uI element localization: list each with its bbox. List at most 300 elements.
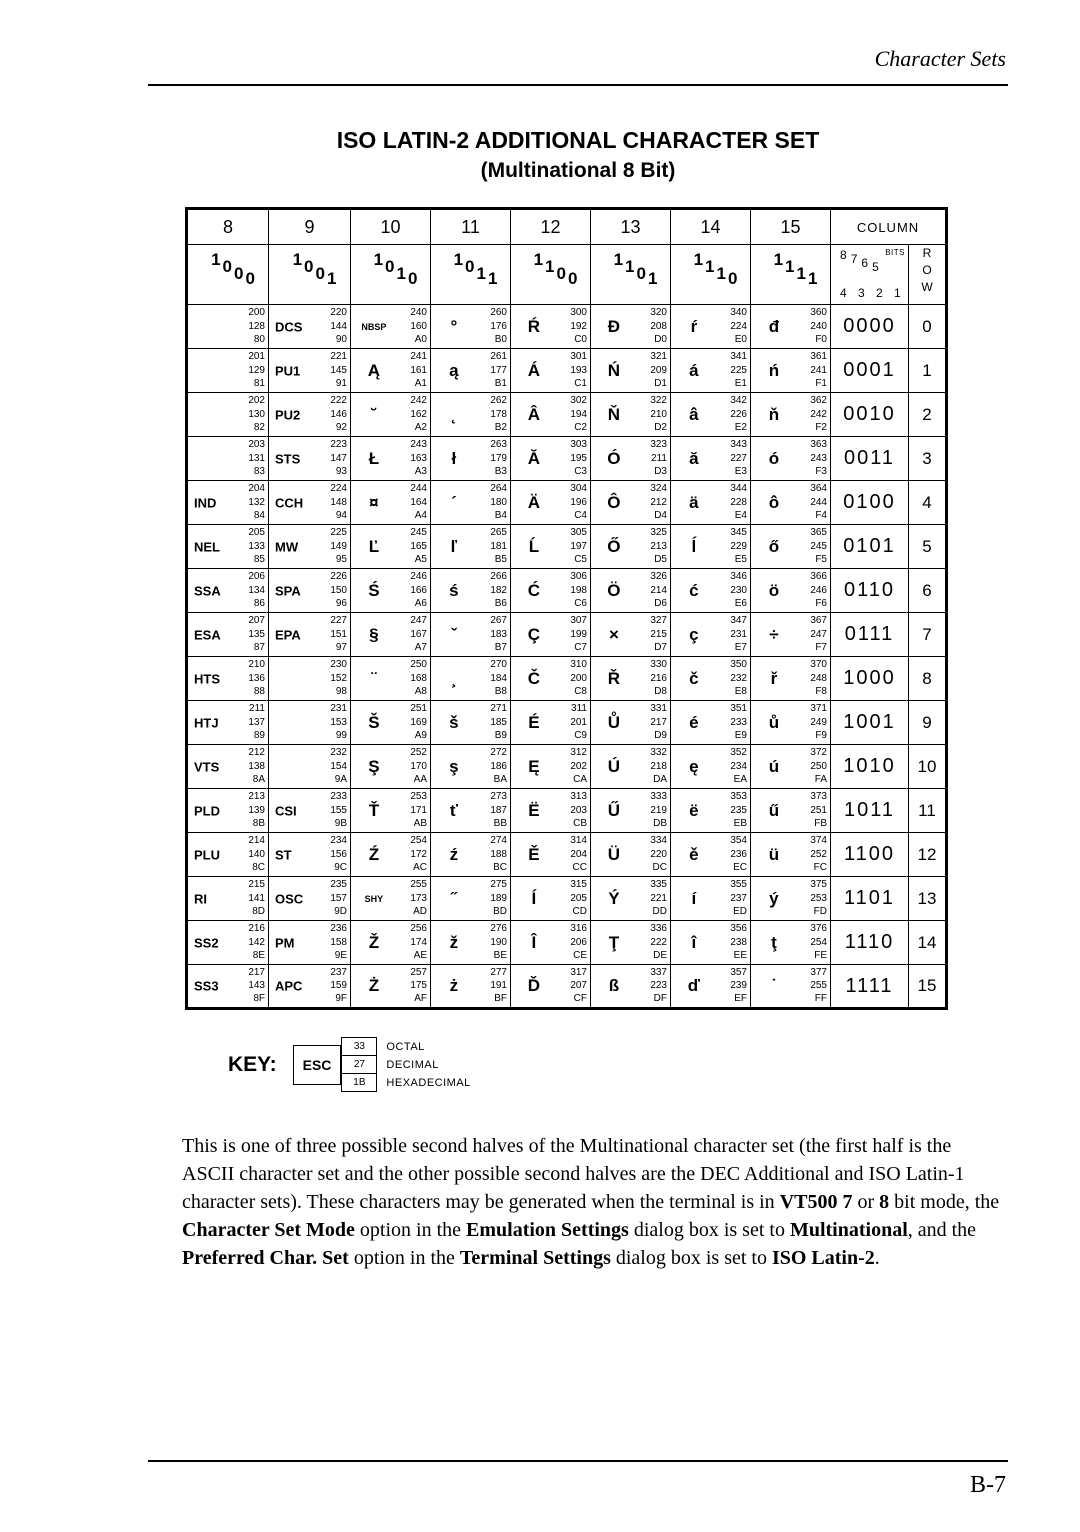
- control-name: PM: [275, 935, 295, 950]
- decimal-code: 253: [810, 892, 827, 904]
- hex-code: D3: [654, 466, 667, 477]
- hex-code: E1: [734, 378, 747, 389]
- character-glyph: ę: [689, 756, 699, 776]
- hex-code: 85: [253, 554, 265, 565]
- decimal-code: 156: [330, 848, 347, 860]
- decimal-code: 221: [650, 892, 667, 904]
- control-name: CSI: [275, 803, 297, 818]
- char-table-row: [187, 437, 947, 481]
- character-cell: [351, 657, 431, 701]
- character-cell: [591, 789, 671, 833]
- paragraph-segment: option in the: [348, 1247, 460, 1269]
- character-cell: [431, 877, 511, 921]
- octal-code: 226: [330, 571, 347, 582]
- key-entry-value: 1B: [341, 1073, 377, 1092]
- character-cell: [671, 921, 751, 965]
- decimal-code: 215: [650, 628, 667, 640]
- hex-code: D4: [654, 510, 667, 521]
- character-cell: [751, 613, 831, 657]
- char-table-row: [187, 833, 947, 877]
- character-glyph: Ř: [607, 668, 621, 688]
- binary-pattern-cell: 0111: [831, 613, 909, 657]
- octal-code: 356: [730, 923, 747, 934]
- octal-code: 273: [490, 791, 507, 802]
- hex-code: 8B: [252, 818, 265, 829]
- character-cell: [671, 569, 751, 613]
- character-cell: [351, 305, 431, 349]
- bit-digit: 1: [613, 250, 626, 269]
- hex-code: 86: [253, 598, 265, 609]
- character-cell: [511, 569, 591, 613]
- character-glyph: ë: [689, 800, 699, 820]
- octal-code: 310: [570, 659, 587, 670]
- page-number: B-7: [970, 1472, 1006, 1498]
- character-cell: [351, 613, 431, 657]
- decimal-code: 144: [330, 320, 347, 332]
- char-table-row: [187, 305, 947, 349]
- hex-code: 9C: [334, 862, 347, 873]
- decimal-code: 211: [651, 452, 667, 464]
- hex-code: 9B: [334, 818, 347, 829]
- character-glyph: ý: [769, 888, 779, 908]
- esc-key-box: ESC: [293, 1045, 342, 1085]
- hex-code: A4: [414, 510, 427, 521]
- hex-code: E3: [734, 466, 747, 477]
- character-glyph: Ż: [368, 976, 380, 995]
- decimal-code: 241: [810, 364, 827, 376]
- control-name: IND: [194, 495, 217, 510]
- decimal-code: 192: [570, 320, 587, 332]
- character-glyph: SHY: [364, 893, 384, 904]
- character-cell: [671, 393, 751, 437]
- character-cell: [431, 613, 511, 657]
- decimal-code: 197: [570, 540, 587, 552]
- character-cell: [351, 437, 431, 481]
- body-paragraph: [182, 1132, 1000, 1272]
- hex-code: 8C: [252, 862, 265, 873]
- octal-code: 366: [810, 571, 827, 582]
- control-name: APC: [275, 978, 303, 994]
- hex-code: 80: [253, 334, 265, 345]
- character-glyph: Ń: [607, 360, 621, 380]
- hex-code: B5: [494, 554, 507, 565]
- octal-code: 324: [650, 483, 667, 494]
- bit-digit: 0: [234, 264, 246, 283]
- decimal-code: 201: [570, 716, 587, 728]
- hex-code: FE: [814, 950, 827, 961]
- bit-digit: 1: [373, 250, 386, 269]
- row-number-cell: 13: [909, 877, 947, 921]
- control-name: SS2: [194, 935, 219, 950]
- octal-code: 336: [650, 923, 667, 934]
- octal-code: 260: [490, 307, 507, 318]
- octal-code: 247: [410, 615, 427, 626]
- binary-pattern-cell: 1010: [831, 745, 909, 789]
- hex-code: AA: [413, 774, 427, 785]
- decimal-code: 199: [570, 628, 587, 640]
- character-cell: [751, 745, 831, 789]
- character-glyph: ň: [768, 404, 780, 424]
- binary-pattern-cell: 0011: [831, 437, 909, 481]
- character-glyph: Ú: [607, 756, 621, 776]
- octal-code: 253: [410, 791, 427, 802]
- character-glyph: ô: [768, 492, 780, 512]
- octal-code: 304: [570, 483, 587, 494]
- hex-code: BE: [493, 950, 507, 961]
- row-number-cell: 4: [909, 481, 947, 525]
- bit-number: 6: [861, 256, 869, 270]
- hex-code: F4: [815, 510, 827, 521]
- character-glyph: Î: [531, 932, 537, 952]
- row-number-cell: 10: [909, 745, 947, 789]
- character-cell: [431, 965, 511, 1009]
- octal-code: 371: [810, 703, 827, 714]
- hex-code: E7: [734, 642, 747, 653]
- decimal-code: 177: [490, 364, 507, 376]
- bits-legend-cell: [831, 245, 909, 305]
- decimal-code: 249: [810, 716, 827, 728]
- hex-code: AC: [413, 862, 427, 873]
- character-cell: [511, 613, 591, 657]
- decimal-code: 238: [730, 936, 747, 948]
- decimal-code: 193: [570, 364, 587, 376]
- character-glyph: ź: [449, 844, 459, 864]
- key-entry: [341, 1038, 470, 1056]
- octal-code: 355: [730, 879, 747, 890]
- bit-digit: 1: [785, 257, 797, 276]
- control-cell-col8: [187, 921, 269, 965]
- character-glyph: Á: [527, 360, 541, 380]
- control-cell-col8: [187, 525, 269, 569]
- hex-code: C9: [574, 730, 587, 741]
- control-cell-col9: [269, 305, 351, 349]
- decimal-code: 146: [330, 408, 347, 420]
- control-cell-col9: [269, 613, 351, 657]
- character-glyph: °: [450, 316, 458, 336]
- decimal-code: 209: [650, 364, 667, 376]
- octal-code: 225: [330, 527, 347, 538]
- hex-code: C6: [574, 598, 587, 609]
- octal-code: 220: [330, 307, 347, 318]
- character-glyph: ă: [689, 448, 699, 468]
- hex-code: BD: [493, 906, 507, 917]
- char-table-row: [187, 965, 947, 1009]
- character-glyph: ű: [768, 800, 780, 820]
- decimal-code: 226: [730, 408, 747, 420]
- character-cell: [431, 393, 511, 437]
- decimal-code: 171: [410, 804, 427, 816]
- character-cell: [751, 833, 831, 877]
- character-glyph: š: [449, 712, 459, 732]
- octal-code: 363: [810, 439, 827, 450]
- bit-pattern: [591, 245, 670, 288]
- hex-code: C1: [574, 378, 587, 389]
- bit-digit: 0: [407, 269, 420, 288]
- decimal-code: 140: [248, 848, 265, 860]
- table-header-row-columns: [187, 209, 947, 245]
- octal-code: 332: [650, 747, 667, 758]
- character-cell: [591, 833, 671, 877]
- hex-code: E0: [734, 334, 747, 345]
- decimal-code: 143: [248, 980, 265, 991]
- decimal-code: 149: [330, 540, 347, 552]
- decimal-code: 178: [490, 408, 507, 420]
- octal-code: 364: [810, 483, 827, 494]
- decimal-code: 128: [248, 320, 265, 332]
- octal-code: 261: [490, 351, 507, 362]
- decimal-code: 170: [410, 760, 427, 772]
- octal-code: 306: [570, 571, 587, 582]
- hex-code: DF: [653, 993, 667, 1004]
- character-cell: [751, 437, 831, 481]
- decimal-code: 233: [730, 716, 747, 728]
- character-glyph: ď: [687, 976, 701, 995]
- character-cell: [431, 701, 511, 745]
- bit-number: 5: [872, 260, 879, 274]
- hex-code: B7: [494, 642, 507, 653]
- hex-code: BF: [494, 993, 507, 1004]
- hex-code: A2: [414, 422, 427, 433]
- row-word-letter: O: [922, 263, 932, 277]
- character-cell: [591, 877, 671, 921]
- decimal-code: 130: [248, 408, 265, 420]
- character-glyph: Ű: [607, 800, 621, 820]
- bit-pattern-header: [269, 245, 351, 305]
- octal-code: 361: [810, 351, 827, 362]
- octal-code: 242: [410, 395, 427, 406]
- character-cell: [751, 481, 831, 525]
- character-glyph: ü: [768, 844, 780, 864]
- bit-digit: 1: [796, 264, 808, 283]
- column-number-header: 8: [187, 209, 269, 245]
- char-table-row: [187, 921, 947, 965]
- hex-code: E6: [734, 598, 747, 609]
- control-name: NEL: [194, 539, 220, 554]
- character-cell: [671, 349, 751, 393]
- bit-digit: 1: [807, 269, 820, 288]
- character-glyph: Ď: [527, 976, 541, 995]
- octal-code: 241: [410, 351, 427, 362]
- key-section: [228, 1038, 471, 1092]
- hex-code: AB: [413, 818, 427, 829]
- control-name: STS: [275, 451, 301, 466]
- octal-code: 236: [330, 923, 347, 934]
- hex-code: E8: [734, 686, 747, 697]
- character-glyph: ů: [768, 712, 780, 732]
- character-glyph: ş: [449, 756, 459, 776]
- decimal-code: 224: [730, 320, 747, 332]
- binary-pattern-cell: 1100: [831, 833, 909, 877]
- character-glyph: NBSP: [361, 321, 387, 332]
- octal-code: 263: [490, 439, 507, 450]
- control-cell-col8: [187, 437, 269, 481]
- decimal-code: 229: [730, 540, 747, 552]
- character-glyph: Ä: [527, 492, 541, 512]
- character-cell: [511, 305, 591, 349]
- control-name: OSC: [275, 891, 304, 906]
- column-number-header: 10: [351, 209, 431, 245]
- character-glyph: ŕ: [690, 316, 698, 336]
- hex-code: BC: [493, 862, 507, 873]
- decimal-code: 248: [810, 672, 827, 684]
- hex-code: D8: [654, 686, 667, 697]
- hex-code: 95: [335, 554, 347, 565]
- char-table-row: [187, 613, 947, 657]
- octal-code: 264: [490, 483, 507, 494]
- character-cell: [751, 349, 831, 393]
- bit-digit: 1: [545, 257, 557, 276]
- hex-code: FA: [814, 774, 827, 785]
- octal-code: 377: [810, 967, 827, 978]
- control-cell-col9: [269, 349, 351, 393]
- character-glyph: ä: [689, 492, 699, 512]
- octal-code: 207: [248, 615, 265, 626]
- control-name: HTS: [194, 671, 220, 686]
- character-glyph: đ: [768, 316, 780, 336]
- character-glyph: ě: [689, 844, 699, 864]
- hex-code: 91: [335, 378, 347, 389]
- character-glyph: Ť: [368, 800, 380, 820]
- hex-code: 97: [335, 642, 347, 653]
- key-entry-label: HEXADECIMAL: [386, 1077, 471, 1089]
- octal-code: 216: [248, 923, 265, 934]
- hex-code: 88: [253, 686, 265, 697]
- character-cell: [351, 921, 431, 965]
- character-cell: [671, 965, 751, 1009]
- character-cell: [751, 789, 831, 833]
- octal-code: 237: [330, 967, 347, 978]
- decimal-code: 166: [410, 584, 427, 596]
- bit-pattern-header: [751, 245, 831, 305]
- decimal-code: 234: [730, 760, 747, 772]
- decimal-code: 252: [810, 848, 827, 860]
- decimal-code: 185: [490, 716, 507, 728]
- hex-code: EE: [733, 950, 747, 961]
- hex-code: A9: [414, 730, 427, 741]
- octal-code: 350: [730, 659, 747, 670]
- row-number-cell: 7: [909, 613, 947, 657]
- octal-code: 335: [650, 879, 667, 890]
- hex-code: 8A: [252, 774, 265, 785]
- bit-pattern-header: [671, 245, 751, 305]
- column-label-header: COLUMN: [831, 209, 947, 245]
- decimal-code: 179: [490, 452, 507, 464]
- decimal-code: 141: [248, 892, 265, 904]
- decimal-code: 198: [570, 584, 587, 596]
- character-cell: [751, 921, 831, 965]
- hex-code: F2: [815, 422, 827, 433]
- octal-code: 376: [810, 923, 827, 934]
- decimal-code: 136: [248, 672, 265, 684]
- paragraph-segment: bit mode, the: [889, 1191, 1000, 1213]
- character-cell: [751, 657, 831, 701]
- octal-code: 317: [570, 967, 587, 978]
- octal-code: 325: [650, 527, 667, 538]
- control-cell-col9: [269, 745, 351, 789]
- octal-code: 257: [410, 967, 427, 978]
- control-cell-col8: [187, 349, 269, 393]
- octal-code: 212: [248, 747, 265, 758]
- bit-digit: 0: [315, 264, 327, 283]
- binary-pattern-cell: 0000: [831, 305, 909, 349]
- hex-code: C2: [574, 422, 587, 433]
- hex-code: 9D: [334, 906, 347, 917]
- binary-pattern-cell: 0010: [831, 393, 909, 437]
- character-cell: [591, 965, 671, 1009]
- character-cell: [591, 349, 671, 393]
- character-cell: [511, 393, 591, 437]
- decimal-code: 189: [490, 892, 507, 904]
- hex-code: 81: [253, 378, 265, 389]
- bit-digit: 0: [636, 264, 648, 283]
- decimal-code: 165: [410, 540, 427, 552]
- octal-code: 311: [571, 703, 587, 714]
- character-cell: [511, 745, 591, 789]
- charset-table-body: [187, 305, 947, 1009]
- decimal-code: 131: [248, 452, 265, 464]
- bit-pattern: [751, 245, 830, 288]
- character-cell: [591, 921, 671, 965]
- page-subtitle: (Multinational 8 Bit): [480, 159, 676, 182]
- hex-code: ED: [733, 906, 747, 917]
- control-cell-col8: [187, 613, 269, 657]
- character-glyph: ú: [768, 756, 780, 776]
- control-name: MW: [275, 539, 299, 554]
- octal-code: 222: [330, 395, 347, 406]
- hex-code: F6: [815, 598, 827, 609]
- decimal-code: 207: [570, 980, 587, 991]
- character-glyph: č: [689, 668, 699, 688]
- paragraph-segment: , and the: [907, 1219, 977, 1241]
- hex-code: CC: [572, 862, 587, 873]
- octal-code: 224: [330, 483, 347, 494]
- bit-digit: 1: [533, 250, 546, 269]
- paragraph-segment: Emulation Settings: [466, 1219, 629, 1241]
- character-cell: [751, 965, 831, 1009]
- decimal-code: 217: [650, 716, 667, 728]
- bit-digit: 0: [556, 264, 568, 283]
- bit-digit: 1: [625, 257, 637, 276]
- running-header-title: Character Sets: [874, 46, 1006, 71]
- control-name: EPA: [275, 627, 301, 642]
- character-glyph: Ů: [607, 712, 621, 732]
- bit-pattern: [671, 245, 750, 288]
- footer-rule: [148, 1460, 1008, 1462]
- paragraph-segment: Preferred Char. Set: [182, 1247, 349, 1269]
- decimal-code: 236: [730, 848, 747, 860]
- octal-code: 342: [730, 395, 747, 406]
- hex-code: 84: [253, 510, 265, 521]
- hex-code: 9F: [335, 993, 347, 1004]
- octal-code: 341: [730, 351, 747, 362]
- bit-pattern: [431, 245, 510, 288]
- octal-code: 313: [570, 791, 587, 802]
- character-glyph: ¸: [451, 668, 457, 688]
- control-cell-col8: [187, 877, 269, 921]
- row-number-cell: 9: [909, 701, 947, 745]
- decimal-code: 200: [570, 672, 587, 684]
- hex-code: 8D: [252, 906, 265, 917]
- decimal-code: 129: [248, 364, 265, 376]
- octal-code: 362: [810, 395, 827, 406]
- hex-code: 8E: [252, 950, 265, 961]
- control-cell-col9: [269, 701, 351, 745]
- row-number-cell: 0: [909, 305, 947, 349]
- octal-code: 334: [650, 835, 667, 846]
- character-cell: [431, 437, 511, 481]
- hex-code: D7: [654, 642, 667, 653]
- octal-code: 202: [248, 395, 265, 406]
